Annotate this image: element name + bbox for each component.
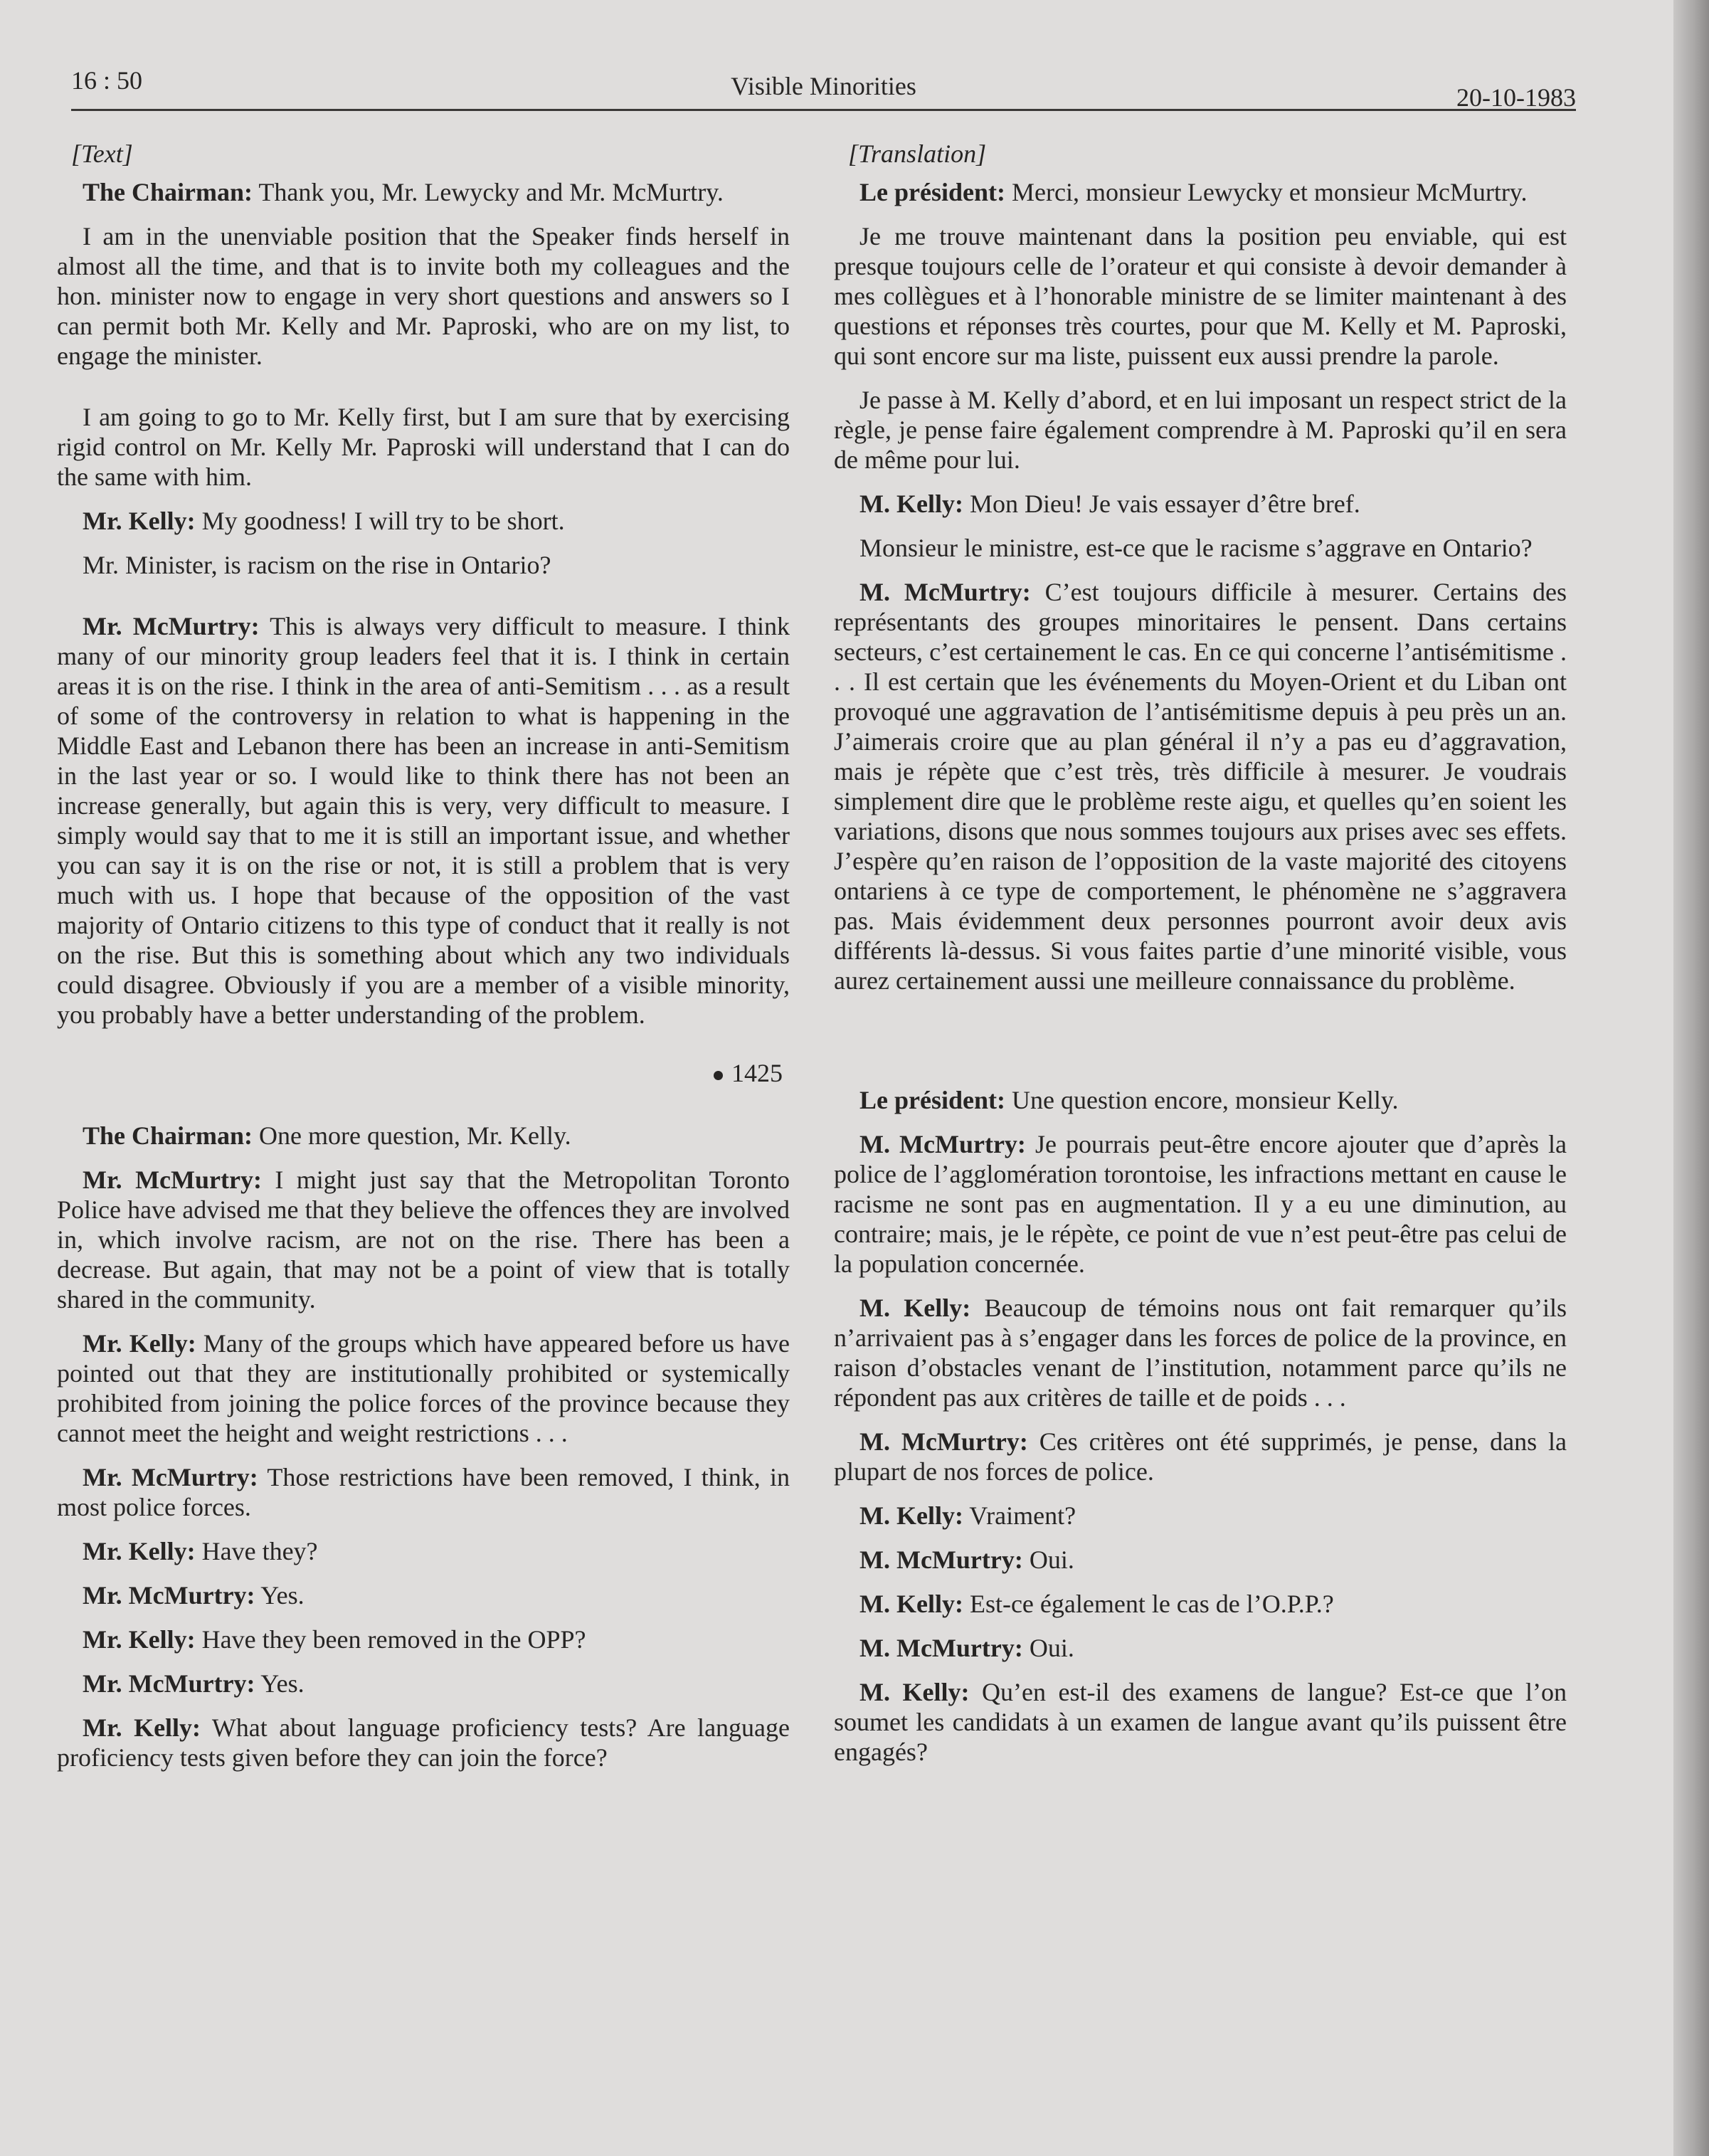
paragraph xyxy=(57,1580,790,1610)
paragraph xyxy=(834,221,1567,371)
speech: Those restrictions have been removed, I think, in most police forces. xyxy=(57,1463,790,1521)
speaker: M. McMurtry: xyxy=(859,1130,1026,1158)
paragraph xyxy=(57,1462,790,1522)
speaker: M. Kelly: xyxy=(859,1501,963,1530)
page-header xyxy=(71,65,1576,112)
paragraph xyxy=(57,221,790,371)
speech: Je pourrais peut-être encore ajouter que d’après la police de l’agglomération torontoise, les infractions mettant en cause le racisme ne sont pas en augmentation. Il y a eu une diminution, au contraire; mais, je le répète, ce point de vue n’est peut-être pas celui de la population concernée. xyxy=(834,1130,1567,1278)
paragraph xyxy=(834,385,1567,475)
paragraph xyxy=(834,1293,1567,1412)
speech: Oui. xyxy=(1022,1634,1074,1662)
time-marker-text: 1425 xyxy=(731,1059,783,1087)
page-number: 16 : 50 xyxy=(71,66,143,95)
speaker: The Chairman: xyxy=(83,178,253,206)
document-date: 20-10-1983 xyxy=(1456,83,1576,112)
speech: Thank you, Mr. Lewycky and Mr. McMurtry. xyxy=(253,178,724,206)
speaker: Mr. McMurtry: xyxy=(83,612,260,640)
speech: I am going to go to Mr. Kelly first, but I am sure that by exercising rigid control on Mr. Kelly Mr. Paproski will understand that I can do the same with him. xyxy=(57,403,790,491)
paragraph xyxy=(57,177,790,207)
speaker: M. Kelly: xyxy=(859,490,963,518)
speaker: M. McMurtry: xyxy=(859,1427,1028,1456)
speech: Beaucoup de témoins nous ont fait remarquer qu’ils n’arrivaient pas à s’engager dans les forces de police de la province, en raison d’obstacles venant de l’institution, notamment parce qu’ils ne répondent pas aux critères de taille et de poids . . . xyxy=(834,1294,1567,1412)
time-marker xyxy=(57,1058,783,1088)
paragraph xyxy=(834,1501,1567,1531)
speaker: Mr. Kelly: xyxy=(83,507,196,535)
speaker: Mr. Kelly: xyxy=(83,1713,201,1742)
speech: One more question, Mr. Kelly. xyxy=(253,1121,571,1150)
paragraph xyxy=(57,1669,790,1698)
speech: Oui. xyxy=(1022,1545,1074,1574)
speech: Yes. xyxy=(255,1669,305,1698)
speech: Est-ce également le cas de l’O.P.P.? xyxy=(963,1590,1334,1618)
paragraph xyxy=(57,1328,790,1448)
paragraph xyxy=(834,533,1567,563)
speaker: Mr. McMurtry: xyxy=(83,1463,258,1491)
speech: Ces critères ont été supprimés, je pense, dans la plupart de nos forces de police. xyxy=(834,1427,1567,1486)
speaker: Le président: xyxy=(859,178,1005,206)
french-column xyxy=(834,139,1567,1781)
speech: Je me trouve maintenant dans la position peu enviable, qui est presque toujours celle de l’orateur et qui consiste à devoir demander à mes collègues et à l’honorable ministre de se limiter maintenant à des questions et réponses très courtes, pour que M. Kelly et M. Paproski, qui sont encore sur ma liste, puissent eux aussi prendre la parole. xyxy=(834,222,1567,370)
paragraph xyxy=(834,1129,1567,1279)
speech: Many of the groups which have appeared before us have pointed out that they are institutionally prohibited or systemically prohibited from joining the police forces of the province because they cannot meet the height and weight restrictions . . . xyxy=(57,1329,790,1447)
speech: Merci, monsieur Lewycky et monsieur McMurtry. xyxy=(1005,178,1528,206)
speech: What about language proficiency tests? Are language proficiency tests given before they can join the force? xyxy=(57,1713,790,1772)
speech: I might just say that the Metropolitan Toronto Police have advised me that they believe the offences they are involved in, which involve racism, are not on the rise. There has been a decrease. But again, that may not be a point of view that is totally shared in the community. xyxy=(57,1166,790,1314)
speech: This is always very difficult to measure. I think many of our minority group leaders feel that it is. I think in certain areas it is on the rise. I think in the area of anti-Semitism . . . as a result of some of the controversy in relation to what is happening in the Middle East and Lebanon there has been an increase in anti-Semitism in the last year or so. I would like to think there has not been an increase generally, but again this is very, very difficult to measure. I simply would say that to me it is still an important issue, and whether you can say it is on the rise or not, it is still a problem that is very much with us. I hope that because of the opposition of the vast majority of Ontario citizens to this type of conduct that it really is not on the rise. But this is something about which any two individuals could disagree. Obviously if you are a member of a visible minority, you probably have a better understanding of the problem. xyxy=(57,612,790,1029)
paragraph xyxy=(834,1589,1567,1619)
paragraph xyxy=(57,611,790,1030)
column-tag: [Text] xyxy=(71,139,133,168)
speaker: Mr. Kelly: xyxy=(83,1625,196,1654)
speaker: The Chairman: xyxy=(83,1121,253,1150)
paragraph xyxy=(57,550,790,580)
speech: My goodness! I will try to be short. xyxy=(195,507,565,535)
paragraph xyxy=(57,506,790,536)
speaker: M. McMurtry: xyxy=(859,578,1031,606)
speaker: Mr. Kelly: xyxy=(83,1329,196,1358)
bullet-icon xyxy=(714,1071,723,1080)
speaker: Mr. McMurtry: xyxy=(83,1669,255,1698)
english-column xyxy=(57,139,790,1787)
speaker: M. Kelly: xyxy=(859,1294,971,1322)
speech: I am in the unenviable position that the Speaker finds herself in almost all the time, and that is to invite both my colleagues and the hon. minister now to engage in very short questions and answers so I can permit both Mr. Kelly and Mr. Paproski, who are on my list, to engage the minister. xyxy=(57,222,790,370)
speaker: Mr. Kelly: xyxy=(83,1537,196,1565)
speech: Mon Dieu! Je vais essayer d’être bref. xyxy=(963,490,1360,518)
paragraph xyxy=(57,1121,790,1151)
tag-text: Translation xyxy=(858,139,977,168)
paragraph xyxy=(834,1427,1567,1486)
paragraph xyxy=(834,1633,1567,1663)
column-spacer xyxy=(834,1010,1567,1085)
header-rule xyxy=(71,109,1576,111)
speaker: Mr. McMurtry: xyxy=(83,1166,262,1194)
paragraph xyxy=(834,489,1567,519)
speech: Vraiment? xyxy=(963,1501,1076,1530)
speech: Have they? xyxy=(195,1537,318,1565)
speech: Je passe à M. Kelly d’abord, et en lui imposant un respect strict de la règle, je pense faire également comprendre à M. Paproski qu’il en sera de même pour lui. xyxy=(834,386,1567,474)
paragraph xyxy=(834,577,1567,995)
paragraph xyxy=(57,1165,790,1314)
paragraph xyxy=(57,1624,790,1654)
paragraph xyxy=(834,1677,1567,1767)
document-title: Visible Minorities xyxy=(731,72,916,100)
column-tag: [Translation] xyxy=(848,139,987,168)
page-edge-shadow xyxy=(1673,0,1709,2156)
speech: Have they been removed in the OPP? xyxy=(195,1625,586,1654)
speaker: M. McMurtry: xyxy=(859,1634,1023,1662)
tag-text: Text xyxy=(81,139,123,168)
paragraph xyxy=(57,1536,790,1566)
speaker: M. Kelly: xyxy=(859,1590,963,1618)
speech: Qu’en est-il des examens de langue? Est-ce que l’on soumet les candidats à un examen de langue avant qu’ils puissent être engagés? xyxy=(834,1678,1567,1766)
speaker: M. McMurtry: xyxy=(859,1545,1023,1574)
paragraph xyxy=(57,402,790,492)
speaker: Mr. McMurtry: xyxy=(83,1581,255,1610)
speaker: Le président: xyxy=(859,1086,1005,1114)
speech: Mr. Minister, is racism on the rise in Ontario? xyxy=(83,551,551,579)
speech: C’est toujours difficile à mesurer. Certains des représentants des groupes minoritaires le pensent. Dans certains secteurs, c’est certainement le cas. En ce qui concerne l’antisémitisme . . . Il est certain que les événements du Moyen-Orient et du Liban ont provoqué une aggravation de l’antisémitisme depuis à peu près un an. J’aimerais croire que au plan général il n’y a pas eu d’aggravation, mais je répète que c’est très, très difficile à mesurer. Je voudrais simplement dire que le problème reste aigu, et quelles qu’en soient les variations, disons que nous sommes toujours aux prises avec ses effets. J’espère qu’en raison de l’opposition de la vaste majorité des citoyens ontariens à ce type de comportement, le phénomène ne s’aggravera pas. Mais évidemment deux personnes pourront avoir deux avis différents là-dessus. Si vous faites partie d’une minorité visible, vous aurez certainement aussi une meilleure connaissance du problème. xyxy=(834,578,1567,995)
paragraph xyxy=(834,1545,1567,1575)
speech: Monsieur le ministre, est-ce que le racisme s’aggrave en Ontario? xyxy=(859,534,1533,562)
paragraph xyxy=(834,177,1567,207)
speech: Yes. xyxy=(255,1581,305,1610)
speech: Une question encore, monsieur Kelly. xyxy=(1005,1086,1399,1114)
paragraph xyxy=(834,1085,1567,1115)
speaker: M. Kelly: xyxy=(859,1678,970,1706)
paragraph xyxy=(57,1713,790,1772)
